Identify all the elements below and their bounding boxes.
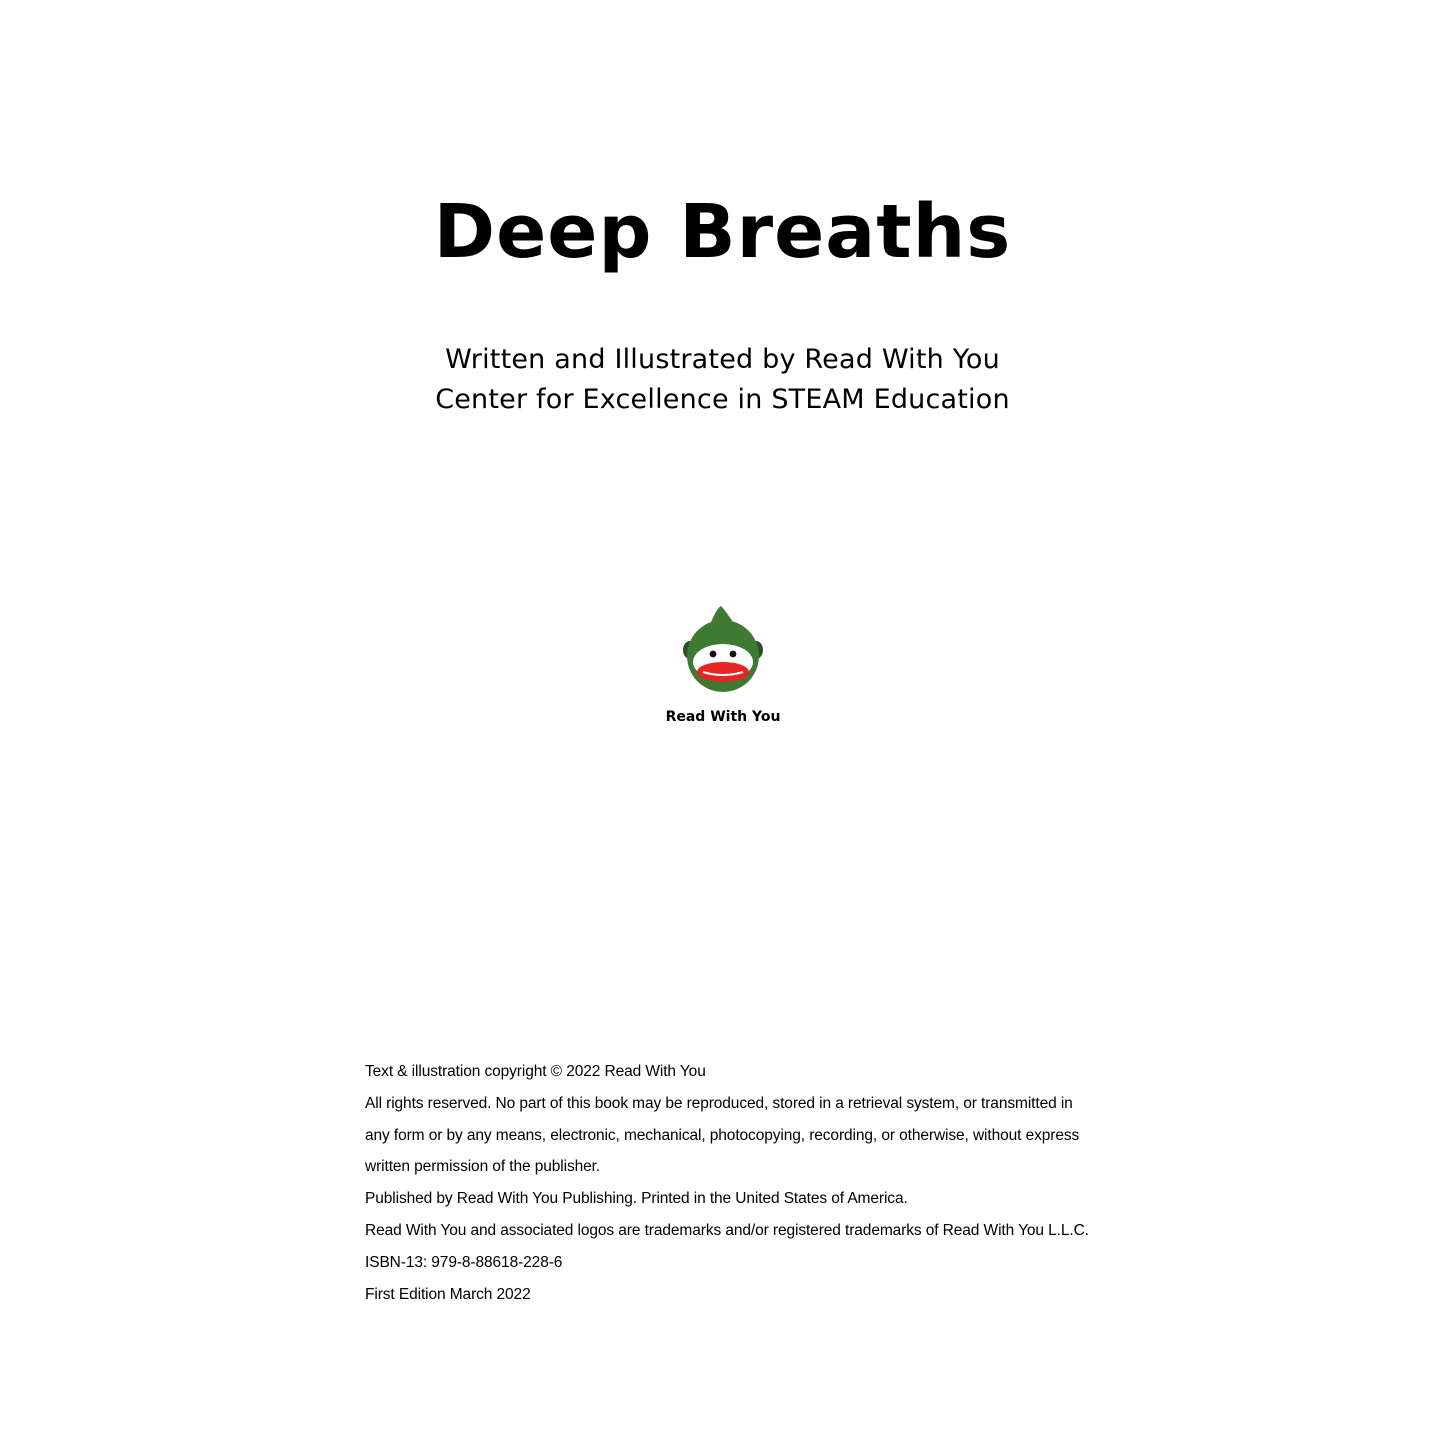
rights-line: written permission of the publisher. bbox=[365, 1158, 601, 1176]
copyright-line: Text & illustration copyright © 2022 Read With You bbox=[365, 1063, 706, 1080]
publisher-logo bbox=[642, 604, 804, 730]
byline bbox=[0, 340, 1445, 420]
publisher-line: Published by Read With You Publishing. Printed in the United States of America. bbox=[365, 1190, 908, 1208]
trademark-line: Read With You and associated logos are trademarks and/or registered trademarks of Read With You L.L.C. bbox=[365, 1221, 1089, 1239]
rights-line: any form or by any means, electronic, mechanical, photocopying, recording, or otherwise, without express bbox=[365, 1126, 1080, 1144]
byline-author: Written and Illustrated by Read With You bbox=[445, 344, 1000, 375]
edition-line: First Edition March 2022 bbox=[365, 1285, 531, 1303]
isbn-line: ISBN-13: 979-8-88618-228-6 bbox=[365, 1253, 563, 1271]
copyright-block bbox=[365, 1056, 1125, 1310]
byline-organization: Center for Excellence in STEAM Education bbox=[435, 384, 1010, 415]
rights-line: All rights reserved. No part of this book may be reproduced, stored in a retrieval system, or transmitted in bbox=[365, 1094, 1073, 1112]
logo-wordmark: Read With You bbox=[665, 709, 781, 725]
book-title: Deep Breaths bbox=[433, 189, 1012, 275]
green-sock-monkey-icon bbox=[681, 604, 765, 700]
